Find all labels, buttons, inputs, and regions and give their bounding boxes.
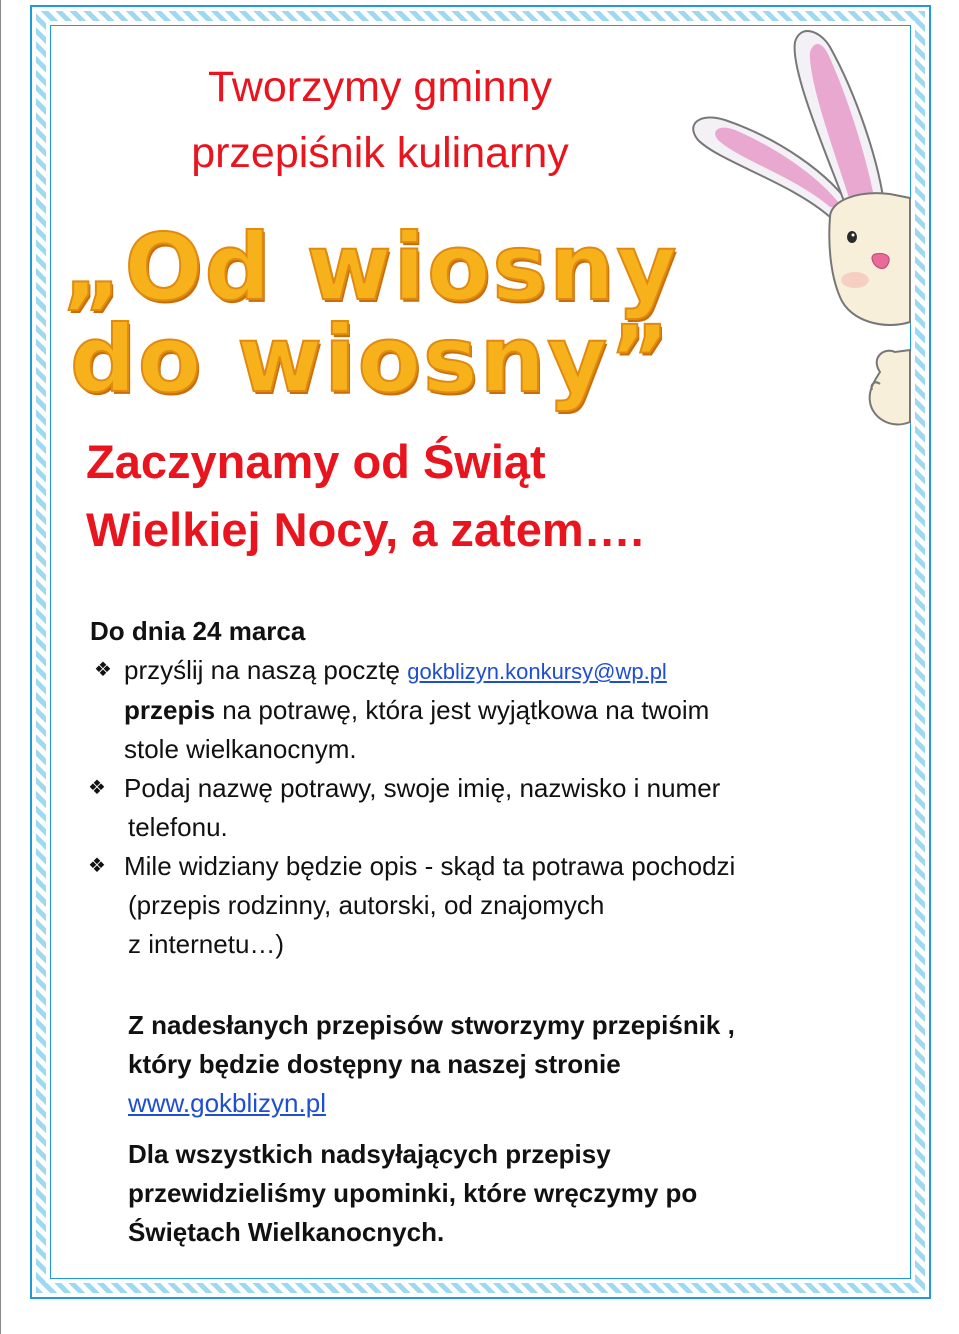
- list-item: [88, 769, 848, 808]
- closing-2b: przewidzieliśmy upominki, które wręczymy po: [128, 1178, 698, 1208]
- list-item: [94, 651, 848, 691]
- bullet-1-rest-a: na potrawę, która jest wyjątkowa na twoim: [215, 695, 710, 725]
- bullet-2-text-b: telefonu.: [128, 812, 228, 842]
- closing-paragraph-2: [128, 1135, 848, 1252]
- bullet-2-text-a: Podaj nazwę potrawy, swoje imię, nazwisko i numer: [124, 773, 721, 803]
- main-title: [62, 214, 822, 413]
- header-line-2: przepiśnik kulinarny: [191, 129, 569, 177]
- closing-2c: Świętach Wielkanocnych.: [128, 1217, 445, 1247]
- subtitle-line-2: Wielkiej Nocy, a zatem….: [86, 503, 644, 556]
- bullet-1-text: przyślij na naszą pocztę: [124, 655, 401, 685]
- closing-2a: Dla wszystkich nadsyłających przepisy: [128, 1139, 611, 1169]
- subtitle-line-1: Zaczynamy od Świąt: [86, 435, 546, 488]
- website-link[interactable]: www.gokblizyn.pl: [128, 1088, 326, 1118]
- subtitle: [86, 428, 786, 564]
- list-item: [88, 847, 848, 886]
- instructions: [88, 612, 848, 964]
- email-link[interactable]: gokblizyn.konkursy@wp.pl: [407, 659, 667, 684]
- header-line-1: Tworzymy gminny: [207, 63, 553, 111]
- closing-1b: który będzie dostępny na naszej stronie: [128, 1049, 621, 1079]
- bullet-3-text-b: (przepis rodzinny, autorski, od znajomych: [128, 890, 605, 920]
- main-title-line-1: „Od wiosny: [62, 214, 679, 321]
- page-header: [90, 54, 670, 186]
- bullet-3-text-a: Mile widziany będzie opis - skąd ta potrawa pochodzi: [124, 851, 736, 881]
- bullet-3-text-c: z internetu…): [128, 929, 285, 959]
- closing-paragraph-1: [128, 1006, 848, 1123]
- main-title-line-2: do wiosny”: [70, 306, 672, 413]
- closing-1a: Z nadesłanych przepisów stworzymy przepiśnik ,: [128, 1010, 735, 1040]
- deadline-text: Do dnia 24 marca: [90, 616, 306, 646]
- bullet-diamond-icon: ❖: [88, 777, 106, 799]
- bullet-diamond-icon: ❖: [88, 855, 106, 877]
- closing-section: [128, 1006, 848, 1252]
- bullet-diamond-icon: ❖: [94, 659, 112, 681]
- bullet-1-rest-b: stole wielkanocnym.: [124, 734, 357, 764]
- bullet-1-continuation: [88, 691, 848, 730]
- bullet-1-bold: przepis: [124, 695, 216, 725]
- page-left-edge: [0, 0, 1, 1334]
